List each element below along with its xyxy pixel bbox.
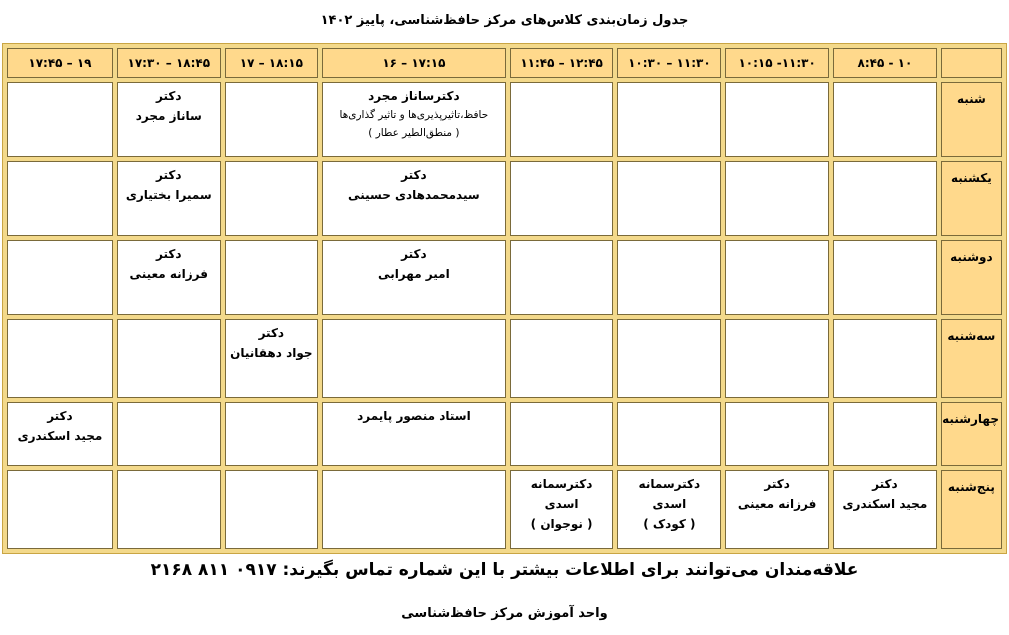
page-title: جدول زمان‌بندی کلاس‌های مرکز حافظ‌شناسی، پاییز ۱۴۰۲: [320, 13, 689, 28]
instructor-title: دکتر: [156, 89, 182, 103]
table-row: [7, 161, 1002, 236]
empty-cell: [510, 82, 614, 157]
day-label: چهارشنبه: [941, 402, 1002, 466]
empty-cell: [7, 470, 113, 549]
empty-cell: [833, 319, 937, 398]
footer-signature: واحد آموزش مرکز حافظ‌شناسی: [401, 606, 608, 621]
class-cell: [117, 240, 221, 315]
empty-cell: [117, 319, 221, 398]
class-cell: [322, 240, 506, 315]
table-row: [7, 402, 1002, 466]
class-cell: [617, 470, 721, 549]
schedule-table: [2, 43, 1007, 554]
class-cell: [725, 470, 829, 549]
day-label: سه‌شنبه: [941, 319, 1002, 398]
day-label: یکشنبه: [941, 161, 1002, 236]
empty-cell: [225, 82, 318, 157]
table-row: [7, 470, 1002, 549]
instructor-title: دکتر: [47, 408, 73, 423]
time-header: ۱۷ – ۱۸:۱۵: [225, 48, 318, 78]
course-subtitle: ( منطق‌الطیر عطار ): [368, 127, 460, 139]
day-label: دوشنبه: [941, 240, 1002, 315]
empty-cell: [117, 470, 221, 549]
empty-cell: [322, 319, 506, 398]
class-cell: [322, 402, 506, 466]
contact-info: علاقه‌مندان می‌توانند برای اطلاعات بیشتر با این شماره تماس بگیرند: ۰۹۱۷ ۸۱۱ ۲۱۶۸: [150, 560, 859, 580]
empty-cell: [7, 82, 113, 157]
empty-cell: [833, 402, 937, 466]
empty-cell: [725, 240, 829, 315]
class-cell: [117, 161, 221, 236]
empty-cell: [510, 240, 614, 315]
empty-cell: [617, 240, 721, 315]
table-row: [7, 82, 1002, 157]
class-cell: [322, 82, 506, 157]
instructor-title: دکتر: [156, 167, 182, 182]
instructor-title: دکتر: [156, 246, 182, 261]
time-header: ۱۷:۴۵ – ۱۹: [7, 48, 113, 78]
class-cell: [510, 470, 614, 549]
class-cell: [117, 82, 221, 157]
class-cell: [833, 470, 937, 549]
instructor-title: دکتر: [401, 167, 427, 182]
course-group: ( کودک ): [643, 516, 696, 531]
empty-cell: [725, 161, 829, 236]
time-header: ۱۶ – ۱۷:۱۵: [322, 48, 506, 78]
time-header: ۱۰:۱۵ -۱۱:۳۰: [725, 48, 829, 78]
empty-cell: [510, 161, 614, 236]
empty-cell: [510, 402, 614, 466]
empty-cell: [117, 402, 221, 466]
instructor-name: سمیرا بختیاری: [125, 187, 212, 202]
empty-cell: [725, 82, 829, 157]
time-header: ۸:۴۵ - ۱۰: [833, 48, 937, 78]
class-cell: [225, 319, 318, 398]
time-header: ۱۷:۳۰ – ۱۸:۴۵: [117, 48, 221, 78]
empty-cell: [617, 161, 721, 236]
instructor-name: ساناز مجرد: [135, 109, 202, 123]
instructor-title: دکتر: [258, 325, 285, 340]
day-label: پنج‌شنبه: [941, 470, 1002, 549]
table-row: [7, 240, 1002, 315]
empty-cell: [322, 470, 506, 549]
class-cell: [7, 402, 113, 466]
instructor-name: امیر مهرابی: [378, 266, 450, 281]
instructor-name: دکترساناز مجرد: [368, 89, 460, 103]
empty-cell: [7, 319, 113, 398]
instructor-name: دکترسمانه اسدی: [638, 476, 701, 511]
empty-cell: [833, 240, 937, 315]
course-group: ( نوجوان ): [530, 516, 593, 531]
class-cell: [322, 161, 506, 236]
empty-cell: [7, 161, 113, 236]
instructor-title: دکتر: [872, 476, 898, 491]
instructor-name: سیدمحمدهادی حسینی: [348, 187, 480, 202]
course-title: حافظ،تاثیرپذیری‌ها و تاثیر گذاری‌ها: [339, 109, 489, 121]
instructor-name: فرزانه معینی: [737, 496, 817, 511]
empty-cell: [725, 402, 829, 466]
empty-cell: [510, 319, 614, 398]
time-header: ۱۱:۴۵ – ۱۲:۴۵: [510, 48, 614, 78]
empty-cell: [225, 240, 318, 315]
empty-cell: [7, 240, 113, 315]
empty-cell: [617, 82, 721, 157]
empty-cell: [833, 82, 937, 157]
time-header: ۱۰:۳۰ – ۱۱:۳۰: [617, 48, 721, 78]
instructor-name: استاد منصور پایمرد: [357, 408, 471, 423]
header-row: [7, 48, 1002, 78]
corner-cell: [941, 48, 1002, 78]
empty-cell: [725, 319, 829, 398]
empty-cell: [225, 470, 318, 549]
instructor-name: فرزانه معینی: [129, 266, 208, 281]
instructor-name: مجید اسکندری: [842, 496, 928, 511]
empty-cell: [617, 319, 721, 398]
table-row: [7, 319, 1002, 398]
empty-cell: [833, 161, 937, 236]
empty-cell: [617, 402, 721, 466]
instructor-name: دکترسمانه اسدی: [530, 476, 593, 511]
instructor-title: دکتر: [401, 246, 427, 261]
instructor-title: دکتر: [764, 476, 790, 491]
empty-cell: [225, 161, 318, 236]
instructor-name: جواد دهقانیان: [230, 345, 313, 360]
day-label: شنبه: [941, 82, 1002, 157]
instructor-name: مجید اسکندری: [17, 428, 103, 443]
empty-cell: [225, 402, 318, 466]
